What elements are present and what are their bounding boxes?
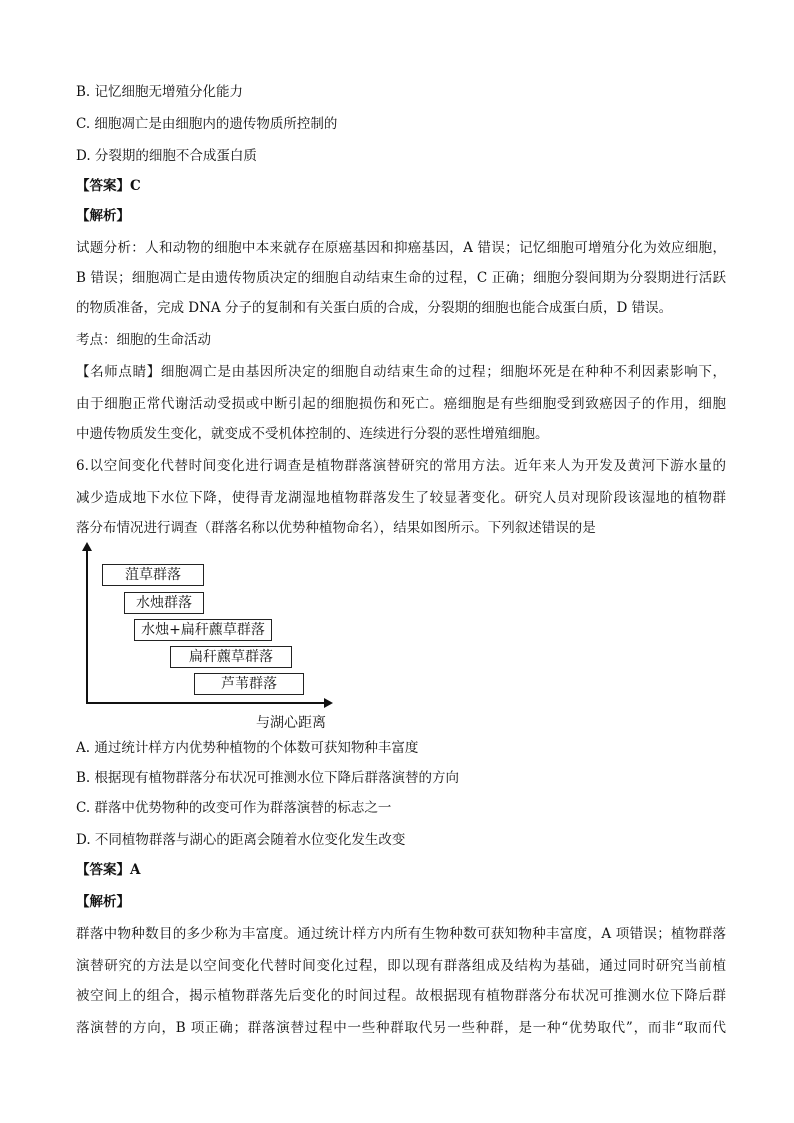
analysis-label: 【解析】 bbox=[76, 208, 130, 224]
option-c-text: C. 群落中优势物种的改变可作为群落演替的标志之一 bbox=[76, 800, 392, 816]
option-a-text: A. 通过统计样方内优势种植物的个体数可获知物种丰富度 bbox=[76, 740, 419, 756]
question-6-stem-line: 减少造成地下水位下降，使得青龙湖湿地植物群落发生了较显著变化。研究人员对现阶段该湿地的植物群 bbox=[76, 490, 726, 506]
analysis-label: 【解析】 bbox=[76, 894, 130, 910]
analysis-paragraph-line: 的物质准备，完成 DNA 分子的复制和有关蛋白质的合成，分裂期的细胞也能合成蛋白质，D 错误。 bbox=[76, 300, 673, 316]
community-box: 水烛+扁秆藨草群落 bbox=[134, 619, 272, 641]
analysis-paragraph-line: 演替研究的方法是以空间变化代替时间变化过程，即以现有群落组成及结构为基础，通过同时研究当前植 bbox=[76, 958, 726, 974]
answer-label: 【答案】C bbox=[76, 178, 141, 194]
y-axis bbox=[86, 548, 88, 704]
community-box: 水烛群落 bbox=[124, 592, 204, 614]
option-b-text: B. 记忆细胞无增殖分化能力 bbox=[76, 84, 244, 100]
option-d-text: D. 不同植物群落与湖心的距离会随着水位变化发生改变 bbox=[76, 832, 406, 848]
x-axis-label: 与湖心距离 bbox=[256, 715, 326, 731]
teacher-note-line: 【名师点睛】细胞凋亡是由基因所决定的细胞自动结束生命的过程；细胞坏死是在种种不利因素影响下， bbox=[76, 364, 726, 380]
community-box: 扁秆藨草群落 bbox=[170, 646, 292, 668]
community-box: 芦苇群落 bbox=[194, 673, 304, 695]
question-6-stem-line: 落分布情况进行调查（群落名称以优势种植物命名），结果如图所示。下列叙述错误的是 bbox=[76, 520, 596, 536]
teacher-note-line: 由于细胞正常代谢活动受损或中断引起的细胞损伤和死亡。癌细胞是有些细胞受到致癌因子的作用，细胞 bbox=[76, 396, 726, 412]
community-distribution-diagram bbox=[78, 546, 338, 732]
teacher-note-line: 中遗传物质发生变化，就变成不受机体控制的、连续进行分裂的恶性增殖细胞。 bbox=[76, 426, 549, 442]
option-c-text: C. 细胞凋亡是由细胞内的遗传物质所控制的 bbox=[76, 116, 338, 132]
y-axis-arrow bbox=[82, 542, 92, 551]
test-point-text: 考点：细胞的生命活动 bbox=[76, 332, 211, 348]
analysis-paragraph-line: B 错误；细胞凋亡是由遗传物质决定的细胞自动结束生命的过程，C 正确；细胞分裂间期为分裂期进行活跃 bbox=[76, 270, 726, 286]
analysis-paragraph-line: 被空间上的组合，揭示植物群落先后变化的时间过程。故根据现有植物群落分布状况可推测水位下降后群 bbox=[76, 988, 726, 1004]
answer-label: 【答案】A bbox=[76, 862, 141, 878]
community-box: 菹草群落 bbox=[102, 564, 204, 586]
analysis-paragraph-line: 试题分析：人和动物的细胞中本来就存在原癌基因和抑癌基因，A 错误；记忆细胞可增殖分化为效应细胞， bbox=[76, 240, 726, 256]
x-axis bbox=[86, 702, 326, 704]
analysis-paragraph-line: 群落中物种数目的多少称为丰富度。通过统计样方内所有生物种数可获知物种丰富度，A 项错误；植物群落 bbox=[76, 926, 726, 942]
option-d-text: D. 分裂期的细胞不合成蛋白质 bbox=[76, 148, 257, 164]
x-axis-arrow bbox=[324, 698, 333, 708]
option-b-text: B. 根据现有植物群落分布状况可推测水位下降后群落演替的方向 bbox=[76, 770, 460, 786]
question-6-stem-line: 6.以空间变化代替时间变化进行调查是植物群落演替研究的常用方法。近年来人为开发及黄河下游水量的 bbox=[76, 458, 726, 474]
analysis-paragraph-line: 落演替的方向，B 项正确；群落演替过程中一些种群取代另一些种群，是一种“优势取代”，而非“取而代 bbox=[76, 1020, 726, 1036]
